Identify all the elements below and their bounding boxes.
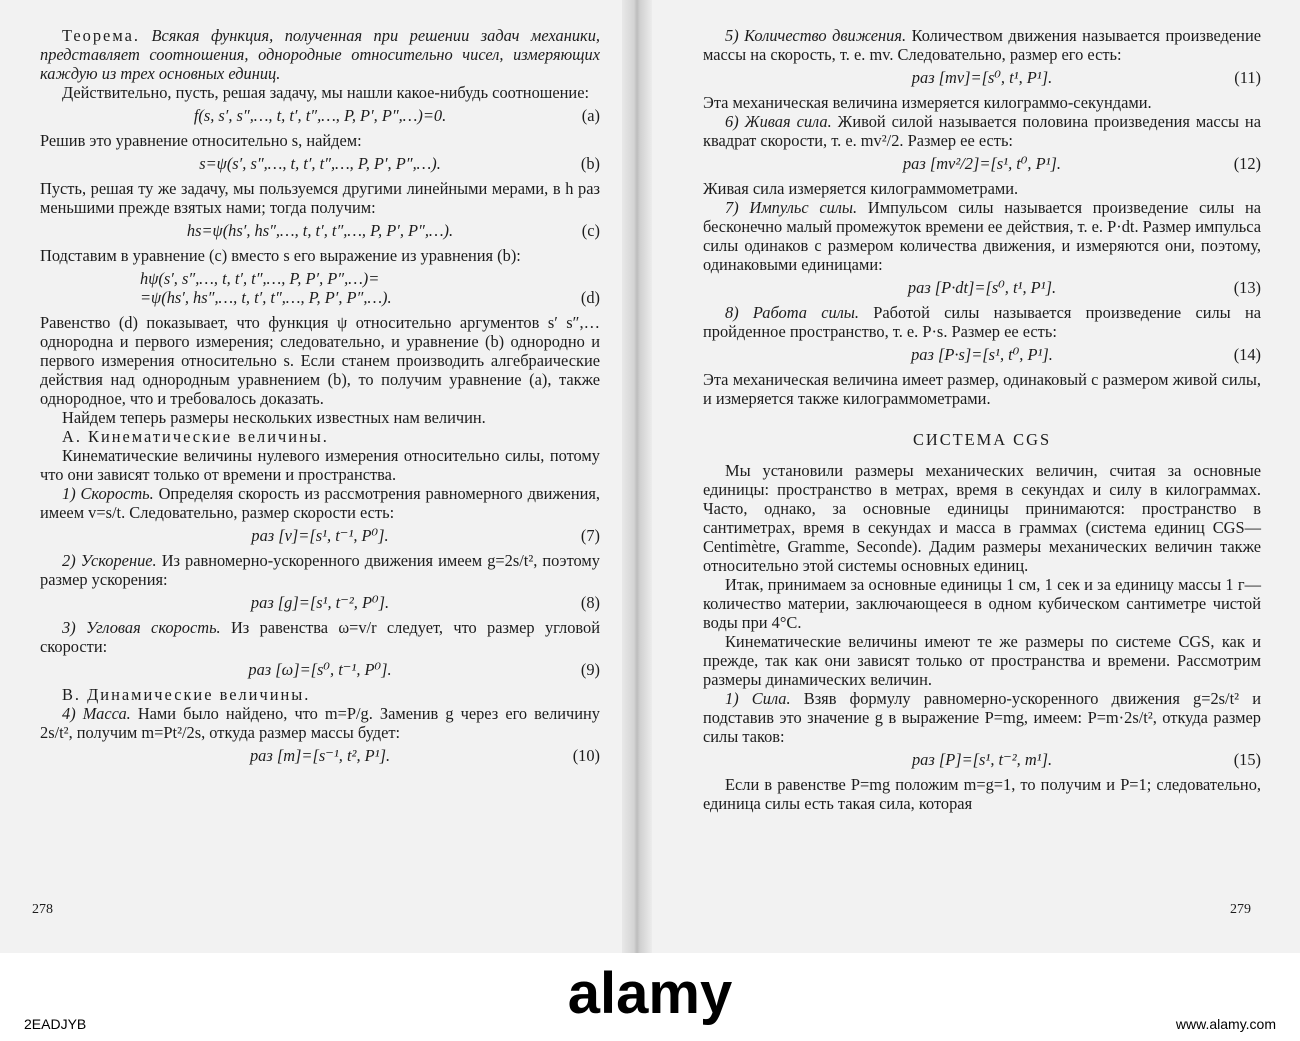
paragraph-acceleration xyxy=(40,551,600,589)
formula-text: hs=ψ(hs′, hs″,…, t, t′, t″,…, P, P′, P″,…). xyxy=(186,221,454,240)
term-text: Количеством движения называется произведение массы на скорость, т. е. mv. Следовательно, размер его есть: xyxy=(703,26,1261,64)
paragraph: Кинематические величины нулевого измерения относительно силы, потому что они зависят только от времени и пространства. xyxy=(40,446,600,484)
term-text: Живой силой называется половина произведения массы на квадрат скорости, т. е. mv²/2. Размер ее есть: xyxy=(703,112,1261,150)
formula-text: раз [m]=[s⁻¹, t², P¹]. xyxy=(249,746,391,765)
term-text: Нами было найдено, что m=P/g. Заменив g через его величину 2s/t², получим m=Pt²/2s, откуда размер массы будет: xyxy=(40,704,600,742)
formula-b xyxy=(40,154,600,173)
formula-a xyxy=(40,106,600,125)
left-page xyxy=(40,26,600,771)
term-text: Из равномерно-ускоренного движения имеем g=2s/t², поэтому размер ускорения: xyxy=(40,551,600,589)
formula-number: (10) xyxy=(572,746,600,765)
formula-c xyxy=(40,221,600,240)
formula-text: раз [P]=[s¹, t⁻², m¹]. xyxy=(911,750,1053,769)
theorem xyxy=(40,26,600,83)
paragraph: Мы установили размеры механических величин, считая за основные единицы: пространство в метрах, время в секундах и силу в килограммах. Часто, однако, за основные единицы принимаются: пространство в сантиметрах, время в секундах и масса в граммах (система единиц CGS—Centimètre, Gramme, Seconde). Дадим размеры механических величин также относительно этой системы основных единиц. xyxy=(703,461,1261,575)
formula-9 xyxy=(40,660,600,679)
term-text: Определяя скорость из рассмотрения равномерного движения, имеем v=s/t. Следовательно, размер скорости есть: xyxy=(40,484,600,522)
paragraph-kinetic-energy xyxy=(703,112,1261,150)
book-gutter xyxy=(622,0,652,953)
term-label: 3) Угловая скорость. xyxy=(62,618,221,637)
formula-line: hψ(s′, s″,…, t, t′, t″,…, P, P′, P″,…)= xyxy=(140,269,380,288)
formula-number: (12) xyxy=(1233,154,1261,173)
term-text: Взяв формулу равномерно-ускоренного движения g=2s/t² и подставив это значение g в выражение P=mg, имеем: P=m·2s/t², откуда размер силы таков: xyxy=(703,689,1261,746)
formula-number: (13) xyxy=(1233,278,1261,297)
formula-text: раз [P·s]=[s¹, t⁰, P¹]. xyxy=(911,345,1053,364)
formula-d xyxy=(40,269,600,307)
paragraph-velocity xyxy=(40,484,600,522)
paragraph-force xyxy=(703,689,1261,746)
formula-number: (c) xyxy=(581,221,600,240)
site-url: www.alamy.com xyxy=(1175,1016,1276,1032)
image-id: 2EADJYB xyxy=(24,1016,87,1032)
theorem-text: Всякая функция, полученная при решении задач механики, представляет соотношения, однородные относительно чисел, измеряющих каждую из трех основных единиц. xyxy=(40,26,600,83)
paragraph: Эта механическая величина имеет размер, одинаковый с размером живой силы, и измеряется также килограммометрами. xyxy=(703,370,1261,408)
term-label: 5) Количество движения. xyxy=(725,26,907,45)
paragraph: Кинематические величины имеют те же размеры по системе CGS, как и прежде, так как они зависят только от пространства и времени. Рассмотрим размеры динамических величин. xyxy=(703,632,1261,689)
section-subheading: А. Кинематические величины. xyxy=(62,427,329,446)
formula-number: (11) xyxy=(1234,68,1261,87)
formula-8 xyxy=(40,593,600,612)
formula-text: раз [mv²/2]=[s¹, t⁰, P¹]. xyxy=(902,154,1062,173)
formula-number: (15) xyxy=(1233,750,1261,769)
formula-number: (d) xyxy=(580,288,600,307)
paragraph: Подставим в уравнение (c) вместо s его выражение из уравнения (b): xyxy=(40,246,521,265)
paragraph: Найдем теперь размеры нескольких известных нам величин. xyxy=(62,408,486,427)
paragraph: Если в равенстве P=mg положим m=g=1, то получим и P=1; следовательно, единица силы есть такая сила, которая xyxy=(703,775,1261,813)
formula-15 xyxy=(703,750,1261,769)
formula-number: (8) xyxy=(580,593,600,612)
paragraph: Решив это уравнение относительно s, найдем: xyxy=(40,131,362,150)
formula-text: s=ψ(s′, s″,…, t, t′, t″,…, P, P′, P″,…). xyxy=(199,154,441,173)
theorem-label: Теорема. xyxy=(62,26,140,45)
term-text: Из равенства ω=v/r следует, что размер угловой скорости: xyxy=(40,618,600,656)
term-label: 4) Масса. xyxy=(62,704,131,723)
formula-number: (a) xyxy=(581,106,600,125)
right-page xyxy=(703,26,1261,813)
paragraph-work xyxy=(703,303,1261,341)
term-text: Работой силы называется произведение силы на пройденное пространство, т. е. P·s. Размер ее есть: xyxy=(703,303,1261,341)
page-number-right: 279 xyxy=(1230,902,1251,917)
term-label: 7) Импульс силы. xyxy=(725,198,858,217)
paragraph: Равенство (d) показывает, что функция ψ относительно аргументов s′ s″,… однородна и первого измерения; следовательно, и уравнение (b) однородно и первого измерения относительно s. Если станем производить алгебраические действия над однородным уравнением (b), то получим уравнение (a), также однородное, что и требовалось доказать. xyxy=(40,313,600,408)
paragraph: Живая сила измеряется килограммометрами. xyxy=(703,179,1019,198)
paragraph-momentum xyxy=(703,26,1261,64)
paragraph: Пусть, решая ту же задачу, мы пользуемся другими линейными мерами, в h раз меньшими прежде взятых нами; тогда получим: xyxy=(40,179,600,217)
formula-text: раз [g]=[s¹, t⁻², P⁰]. xyxy=(250,593,390,612)
paragraph: Действительно, пусть, решая задачу, мы нашли какое-нибудь соотношение: xyxy=(62,83,590,102)
formula-12 xyxy=(703,154,1261,173)
formula-text: раз [v]=[s¹, t⁻¹, P⁰]. xyxy=(251,526,389,545)
formula-text: f(s, s′, s″,…, t, t′, t″,…, P, P′, P″,…)=0. xyxy=(193,106,447,125)
formula-13 xyxy=(703,278,1261,297)
paragraph-mass xyxy=(40,704,600,742)
formula-text: раз [P·dt]=[s⁰, t¹, P¹]. xyxy=(907,278,1057,297)
formula-7 xyxy=(40,526,600,545)
formula-line: =ψ(hs′, hs″,…, t, t′, t″,…, P, P′, P″,…). xyxy=(140,288,392,307)
alamy-logo: alamy xyxy=(567,961,733,1026)
page-number-left: 278 xyxy=(32,902,53,917)
formula-14 xyxy=(703,345,1261,364)
formula-text: раз [mv]=[s⁰, t¹, P¹]. xyxy=(911,68,1053,87)
formula-number: (14) xyxy=(1233,345,1261,364)
term-label: 2) Ускорение. xyxy=(62,551,157,570)
term-label: 8) Работа силы. xyxy=(725,303,860,322)
paragraph-impulse xyxy=(703,198,1261,274)
formula-number: (7) xyxy=(580,526,600,545)
formula-number: (b) xyxy=(580,154,600,173)
paragraph: Эта механическая величина измеряется килограммо-секундами. xyxy=(703,93,1152,112)
section-subheading: B. Динамические величины. xyxy=(62,685,311,704)
formula-11 xyxy=(703,68,1261,87)
term-label: 1) Сила. xyxy=(725,689,791,708)
formula-text: раз [ω]=[s⁰, t⁻¹, P⁰]. xyxy=(248,660,392,679)
formula-number: (9) xyxy=(580,660,600,679)
term-label: 6) Живая сила. xyxy=(725,112,832,131)
section-heading: СИСТЕМА CGS xyxy=(912,430,1052,449)
formula-10 xyxy=(40,746,600,765)
term-text: Импульсом силы называется произведение силы на бесконечно малый промежуток времени ее действия, т. е. P·dt. Размер импульса силы одинаков с размером количества движения, и измеряются они, поэтому, одинаковыми единицами: xyxy=(703,198,1262,274)
paragraph-angular-velocity xyxy=(40,618,600,656)
paragraph: Итак, принимаем за основные единицы 1 см, 1 сек и за единицу массы 1 г—количество материи, заключающееся в одном кубическом сантиметре чистой воды при 4°С. xyxy=(703,575,1261,632)
term-label: 1) Скорость. xyxy=(62,484,154,503)
